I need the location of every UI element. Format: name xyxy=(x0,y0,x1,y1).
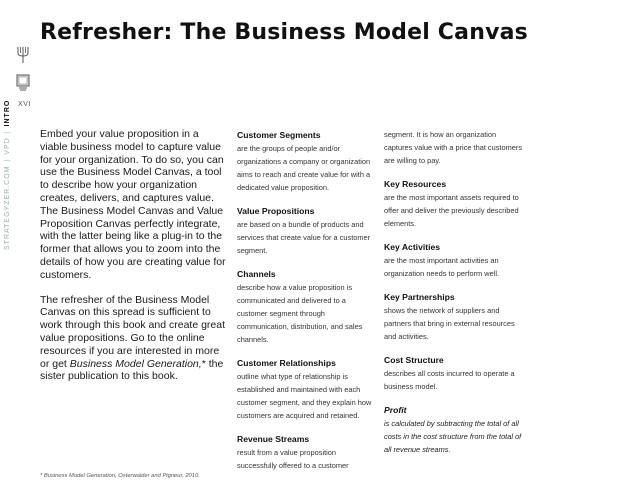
cost-structure-text: describes all costs incurred to operate a business model. xyxy=(384,369,515,391)
customer-segments-title: Customer Segments xyxy=(237,130,321,140)
side-label-book: VPD xyxy=(4,137,11,155)
cost-structure-title: Cost Structure xyxy=(384,355,444,365)
customer-segments-block xyxy=(237,130,377,194)
channels-text: describe how a value proposition is communicated and delivered to a customer segment through communication, distribution, and sales channels. xyxy=(237,283,363,344)
key-resources-title: Key Resources xyxy=(384,179,447,189)
profit-block xyxy=(384,405,524,456)
side-label-site[interactable]: STRATEGYZER.COM xyxy=(4,165,11,250)
side-icons xyxy=(16,46,32,92)
customer-relationships-text: outline what type of relationship is established and maintained with each customer segment, and they explain how customers are acquired and retained. xyxy=(237,372,372,420)
key-activities-block xyxy=(384,242,524,280)
profit-title: Profit xyxy=(384,405,407,415)
key-activities-text: are the most important activities an organization needs to perform well. xyxy=(384,256,500,278)
key-resources-text: are the most important assets required to offer and deliver the previously described elements. xyxy=(384,193,519,228)
key-partnerships-text: shows the network of suppliers and partners that bring in external resources and activities. xyxy=(384,306,515,341)
revenue-streams-block xyxy=(237,434,377,472)
revenue-streams-title: Revenue Streams xyxy=(237,434,310,444)
page-title: Refresher: The Business Model Canvas xyxy=(40,20,528,45)
side-label-section: INTRO xyxy=(4,99,11,127)
customer-relationships-block xyxy=(237,358,377,422)
canvas-icon xyxy=(16,74,30,92)
intro-paragraph-1: Embed your value proposition in a viable business model to capture value for your organization. To do so, you can use the Business Model Canvas, a tool to describe how your organization creates, delivers, and captures value. The Business Model Canvas and Value Proposition Canvas perfectly integrate, with the latter being like a plug-in to the former that allows you to zoom into the details of how you are creating value for customers. xyxy=(40,128,226,281)
key-partnerships-title: Key Partnerships xyxy=(384,292,455,302)
cost-structure-block xyxy=(384,355,524,393)
tools-icon xyxy=(16,46,30,64)
key-resources-block xyxy=(384,179,524,230)
value-propositions-title: Value Propositions xyxy=(237,206,315,216)
value-propositions-text: are based on a bundle of products and services that create value for a customer segment. xyxy=(237,220,371,255)
intro-paragraph-2-end: * the sister publication to this book. xyxy=(40,357,224,383)
customer-segments-text: are the groups of people and/or organizations a company or organization aims to reach and create value for with a dedicated value proposition. xyxy=(237,144,371,192)
spacer xyxy=(384,128,524,167)
definitions-column-1 xyxy=(237,130,377,484)
intro-text xyxy=(40,128,226,395)
key-partnerships-block xyxy=(384,292,524,343)
side-label: STRATEGYZER.COM|VPD|INTRO xyxy=(4,99,11,250)
book-title-reference: Business Model Generation, xyxy=(69,357,202,370)
profit-text: is calculated by subtracting the total of all costs in the cost structure from the total of all revenue streams. xyxy=(384,419,522,454)
definitions-column-2 xyxy=(384,128,524,468)
footnote: * Business Model Generation, Osterwalder and Pigneur, 2010. xyxy=(40,473,200,479)
channels-title: Channels xyxy=(237,269,276,279)
intro-paragraph-2 xyxy=(40,294,226,384)
channels-block xyxy=(237,269,377,346)
customer-relationships-title: Customer Relationships xyxy=(237,358,336,368)
page-number: XVI xyxy=(18,101,32,108)
value-propositions-block xyxy=(237,206,377,257)
revenue-streams-text-continued: segment. It is how an organization captures value with a price that customers are willing to pay. xyxy=(384,130,523,165)
key-activities-title: Key Activities xyxy=(384,242,441,252)
intro-paragraph-2-start: The refresher of the Business Model Canvas on this spread is sufficient to work through this book and create great value propositions. Go to the online resources if you are interested in more or get xyxy=(40,293,226,370)
revenue-streams-text: result from a value proposition successfully offered to a customer xyxy=(237,448,349,470)
